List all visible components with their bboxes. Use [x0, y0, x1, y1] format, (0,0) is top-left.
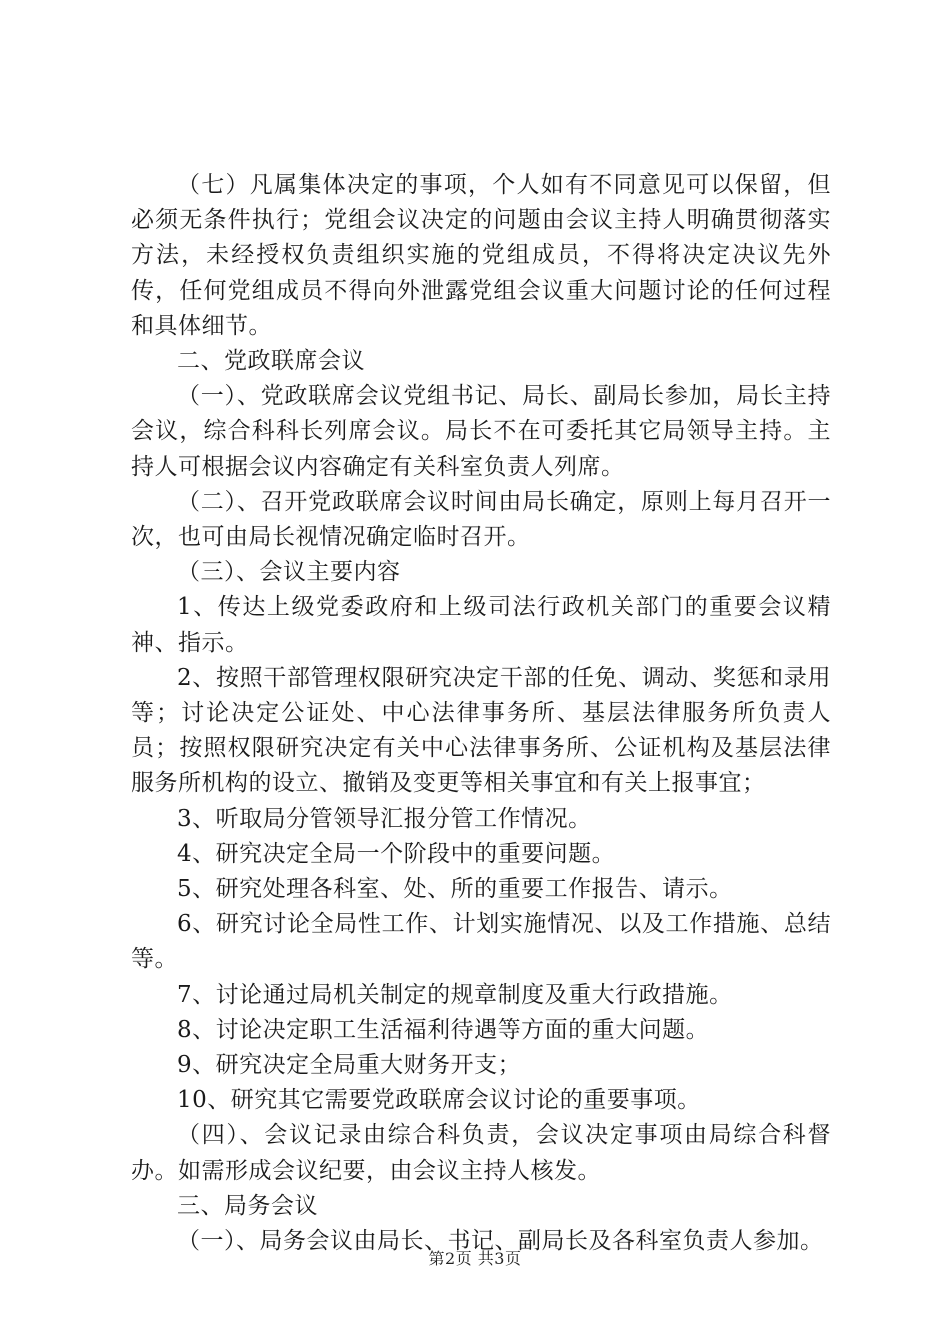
section-heading-bureau-meeting: 三、局务会议: [177, 1192, 318, 1219]
list-item: 3、听取局分管领导汇报分管工作情况。: [177, 805, 592, 832]
paragraph-bureau-meeting-attendees: （一）、局务会议由局长、书记、副局长及各科室负责人参加。: [177, 1228, 824, 1255]
page-number-footer: 第2页 共3页: [428, 1249, 522, 1268]
list-item: 2、按照干部管理权限研究决定干部的任免、调动、奖惩和录用等；讨论决定公证处、中心法律事务所、基层法律服务所负责人员；按照权限研究决定有关中心法律事务所、公证机构及基层法律服务所机构的设立、撤销及变更等相关事宜和有关上报事宜；: [131, 664, 831, 797]
list-item: 6、研究讨论全局性工作、计划实施情况、以及工作措施、总结等。: [131, 911, 831, 973]
paragraph-meeting-records: （四）、会议记录由综合科负责，会议决定事项由局综合科督办。如需形成会议纪要，由会议主持人核发。: [131, 1122, 831, 1184]
list-item: 4、研究决定全局一个阶段中的重要问题。: [177, 840, 616, 867]
subheading-meeting-contents: （三）、会议主要内容: [177, 559, 401, 586]
list-item: 7、讨论通过局机关制定的规章制度及重大行政措施。: [177, 981, 733, 1008]
list-item: 5、研究处理各科室、处、所的重要工作报告、请示。: [177, 876, 733, 903]
paragraph-joint-meeting-schedule: （二）、召开党政联席会议时间由局长确定，原则上每月召开一次，也可由局长视情况确定临时召开。: [131, 488, 831, 551]
list-item: 9、研究决定全局重大财务开支；: [177, 1052, 522, 1079]
list-item: 10、研究其它需要党政联席会议讨论的重要事项。: [177, 1087, 701, 1114]
list-item: 1、传达上级党委政府和上级司法行政机关部门的重要会议精神、指示。: [131, 594, 831, 656]
paragraph-7-collective-decisions: （七）凡属集体决定的事项，个人如有不同意见可以保留，但必须无条件执行；党组会议决定的问题由会议主持人明确贯彻落实方法，未经授权负责组织实施的党组成员，不得将决定决议先外传，任何党组成员不得向外泄露党组会议重大问题讨论的任何过程和具体细节。: [131, 172, 831, 339]
list-item: 8、讨论决定职工生活福利待遇等方面的重大问题。: [177, 1016, 710, 1043]
section-heading-joint-meeting: 二、党政联席会议: [177, 348, 365, 375]
paragraph-joint-meeting-attendees: （一）、党政联席会议党组书记、局长、副局长参加，局长主持会议，综合科科长列席会议。局长不在可委托其它局领导主持。主持人可根据会议内容确定有关科室负责人列席。: [131, 383, 831, 480]
document-body: [131, 168, 831, 1259]
